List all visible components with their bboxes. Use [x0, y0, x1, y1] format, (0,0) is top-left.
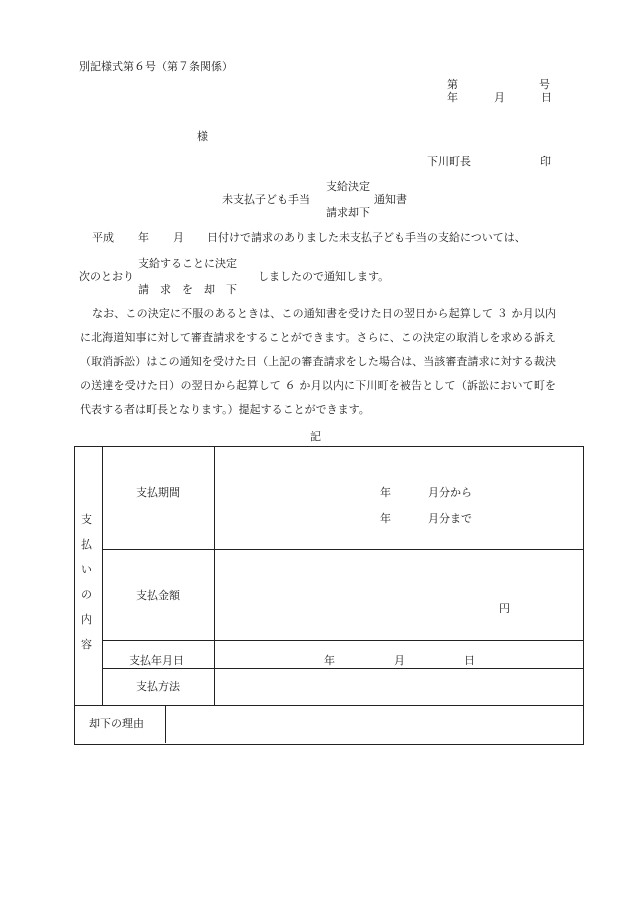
payment-year: 年	[324, 654, 335, 667]
date-day: 日	[541, 91, 552, 104]
side-label-char: 容	[81, 638, 92, 651]
date-month: 月	[494, 91, 505, 104]
title-option-grant: 支給決定	[326, 180, 370, 193]
amount-label: 支払金額	[136, 589, 180, 602]
body-line2-prefix: 次のとおり	[79, 270, 134, 283]
period-to-year: 年	[380, 512, 391, 525]
table-divider	[74, 705, 583, 706]
period-label: 支払期間	[136, 486, 180, 499]
table-divider	[165, 705, 166, 743]
title-option-reject: 請求却下	[326, 206, 370, 219]
side-label-char: 支	[81, 513, 92, 526]
side-label-char: 払	[81, 538, 92, 551]
payment-month: 月	[394, 654, 405, 667]
ki-heading: 記	[310, 430, 321, 443]
issuer-name: 下川町長	[427, 155, 471, 168]
payment-day: 日	[464, 654, 475, 667]
number-suffix: 号	[539, 78, 550, 91]
rejection-label: 却下の理由	[89, 717, 144, 730]
side-label-char: い	[81, 563, 92, 576]
table-divider	[102, 640, 583, 641]
body-line1-text: 日付けで請求のありました未支払子ども手当の支給については、	[207, 231, 526, 244]
issuer-seal: 印	[540, 155, 551, 168]
body-line2-suffix: しましたので通知します。	[258, 270, 390, 283]
side-label-char: 内	[81, 613, 92, 626]
side-label-char: の	[81, 588, 92, 601]
title-suffix: 通知書	[374, 193, 407, 206]
addressee-honorific: 様	[197, 130, 208, 143]
body-option-grant: 支給することに決定	[138, 257, 237, 270]
table-divider	[102, 446, 103, 705]
table-divider	[214, 446, 215, 705]
period-from-text: 月分から	[428, 486, 472, 499]
table-divider	[102, 668, 583, 669]
title-main: 未支払子ども手当	[222, 193, 310, 206]
body-month: 月	[173, 231, 184, 244]
method-label: 支払方法	[136, 680, 180, 693]
notice-paragraph: なお、この決定に不服のあるときは、この通知書を受けた日の翌日から起算して ３ か月以内に北海道知事に対して審査請求をすることができます。さらに、この決定の取消しを求める訴え（取消訴訟）はこの通知を受けた日（上記の審査請求をした場合は、当該審査請求に対する裁決の送達を受けた日）の翌日から起算して ６ か月以内に下川町を被告として（訴訟において町を代表する者は町長となります。）提起することができます。	[80, 307, 556, 416]
period-from-year: 年	[380, 486, 391, 499]
body-year: 年	[138, 231, 149, 244]
date-label: 支払年月日	[129, 654, 184, 667]
form-label: 別記様式第６号（第７条関係）	[79, 60, 233, 73]
amount-unit: 円	[499, 602, 510, 615]
number-prefix: 第	[447, 78, 458, 91]
body-era: 平成	[92, 231, 114, 244]
table-divider	[102, 549, 583, 550]
period-to-text: 月分まで	[428, 512, 472, 525]
date-year: 年	[447, 91, 458, 104]
body-option-reject: 請 求 を 却 下	[138, 283, 237, 296]
